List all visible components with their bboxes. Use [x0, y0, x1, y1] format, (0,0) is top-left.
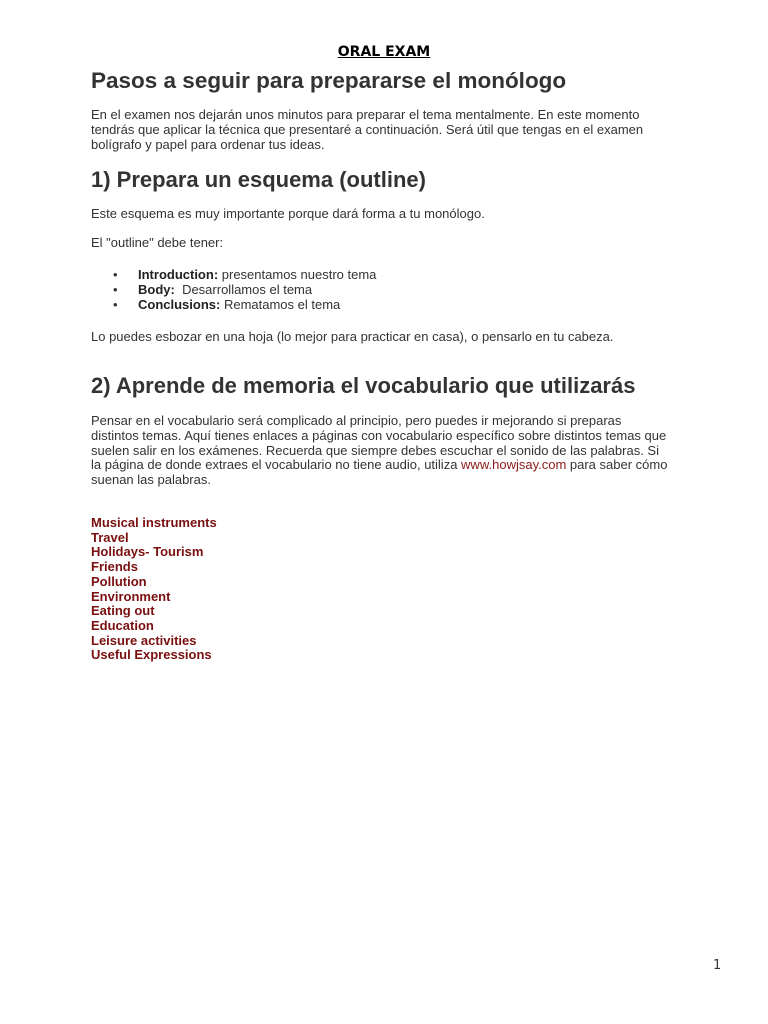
vocabulary-text-end: para saber cómo suenan las palabras. — [91, 457, 668, 488]
page-title: Pasos a seguir para prepararse el monólogo — [91, 68, 567, 93]
topic-link-pollution[interactable]: Pollution — [91, 573, 147, 589]
topic-link-holidays-tourism[interactable]: Holidays- Tourism — [91, 544, 204, 560]
outline-term: Conclusions: — [138, 296, 221, 312]
bullet-icon: • — [113, 296, 118, 312]
outline-text: Rematamos el tema — [220, 296, 341, 312]
topic-link-friends[interactable]: Friends — [91, 559, 138, 575]
topic-link-eating-out[interactable]: Eating out — [91, 603, 155, 619]
intro-paragraph: En el examen nos dejarán unos minutos para preparar el tema mentalmente. En este momento tendrás que aplicar la técnica que presentaré a continuación. Será útil que tengas en el examen bolígrafo y papel para ordenar tus ideas. — [91, 107, 644, 152]
topic-link-travel[interactable]: Travel — [91, 529, 129, 545]
exam-title: ORAL EXAM — [337, 44, 431, 60]
list-item — [91, 283, 376, 298]
section-vocabulary-heading: 2) Aprende de memoria el vocabulario que utilizarás — [91, 373, 636, 398]
topic-links-list — [91, 516, 217, 663]
vocabulary-paragraph — [91, 414, 671, 488]
vocabulary-text-start: Pensar en el vocabulario será complicado al principio, pero puedes ir mejorando si preparas distintos temas. Aquí tienes enlaces a páginas con vocabulario específico sobre distintos temas que suelen salir en los exámenes. Recuerda que siempre debes escuchar el sonido de las palabras. Si la página de donde extraes el vocabulario no tiene audio, utiliza — [91, 413, 667, 473]
list-item — [91, 298, 376, 313]
outline-description: Este esquema es muy importante porque dará forma a tu monólogo. — [91, 206, 485, 221]
outline-text: Desarrollamos el tema — [174, 281, 313, 297]
list-item — [91, 268, 376, 283]
outline-text: presentamos nuestro tema — [218, 267, 377, 282]
bullet-icon: • — [113, 267, 118, 282]
section-outline-heading: 1) Prepara un esquema (outline) — [91, 167, 426, 192]
outline-term: Body: — [138, 281, 175, 297]
outline-term: Introduction: — [138, 267, 219, 282]
howjsay-link[interactable]: www.howjsay.com — [461, 457, 567, 473]
topic-link-leisure-activities[interactable]: Leisure activities — [91, 632, 197, 648]
outline-list — [91, 268, 376, 312]
topic-link-musical-instruments[interactable]: Musical instruments — [91, 515, 217, 530]
topic-link-useful-expressions[interactable]: Useful Expressions — [91, 647, 212, 663]
bullet-icon: • — [113, 281, 118, 297]
topic-link-education[interactable]: Education — [91, 617, 154, 633]
outline-lead: El "outline" debe tener: — [91, 235, 224, 250]
topic-link-environment[interactable]: Environment — [91, 588, 171, 604]
page-number: 1 — [713, 958, 722, 973]
outline-tip: Lo puedes esbozar en una hoja (lo mejor para practicar en casa), o pensarlo en tu cabeza. — [91, 329, 614, 344]
